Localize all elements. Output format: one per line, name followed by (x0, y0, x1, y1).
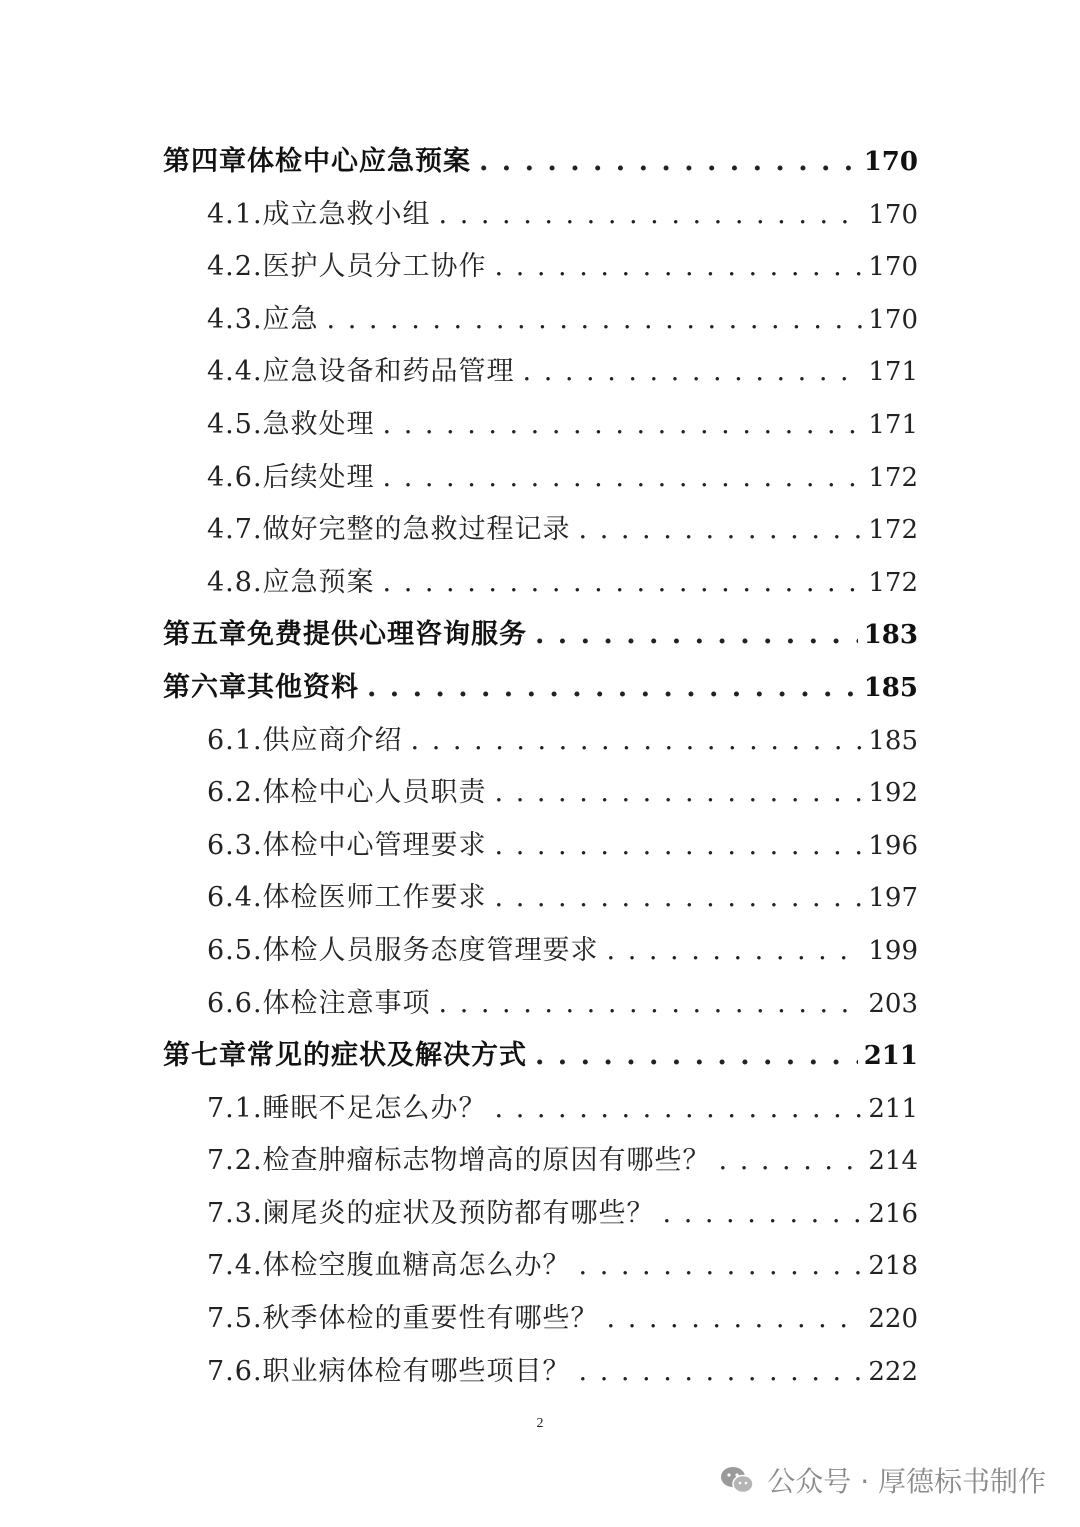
toc-section-row[interactable] (163, 504, 918, 557)
toc-entry-page: 218 (868, 1251, 918, 1282)
toc-entry-page: 171 (868, 357, 918, 388)
toc-entry-title: 体检注意事项 (262, 987, 431, 1019)
toc-entry-title: 阑尾炎的症状及预防都有哪些？ (262, 1197, 655, 1229)
toc-entry-number: 第六章 (163, 671, 247, 703)
toc-entry-title: 体检人员服务态度管理要求 (262, 934, 599, 966)
toc-entry-number: 4.1. (207, 198, 263, 230)
toc-dot-leader (719, 1135, 863, 1188)
page-number: 2 (536, 1416, 544, 1431)
toc-chapter-row[interactable] (163, 1030, 918, 1083)
toc-entry-page: 220 (868, 1304, 918, 1335)
table-of-contents (163, 136, 918, 1398)
toc-section-row[interactable] (163, 1293, 918, 1346)
toc-entry-page: 183 (863, 620, 918, 651)
toc-entry-page: 211 (863, 1041, 918, 1072)
toc-entry-number: 第五章 (163, 619, 247, 651)
toc-entry-number: 4.4. (207, 356, 263, 388)
toc-entry-page: 211 (868, 1093, 918, 1124)
toc-dot-leader (579, 1346, 863, 1399)
toc-entry-page: 170 (863, 147, 918, 177)
toc-entry-number: 4.5. (207, 408, 263, 440)
watermark (719, 1460, 1046, 1500)
toc-dot-leader (579, 1240, 863, 1293)
toc-entry-number: 7.5. (207, 1303, 263, 1335)
toc-entry-page: 185 (868, 725, 918, 756)
toc-entry-title: 职业病体检有哪些项目？ (262, 1355, 571, 1387)
toc-entry-number: 4.8. (207, 566, 263, 598)
toc-dot-leader (383, 452, 863, 505)
toc-section-row[interactable] (163, 978, 918, 1031)
toc-entry-title: 后续处理 (262, 461, 375, 493)
toc-entry-page: 170 (868, 199, 918, 230)
watermark-text: 公众号 · 厚德标书制作 (767, 1465, 1046, 1498)
toc-section-row[interactable] (163, 1346, 918, 1399)
toc-section-row[interactable] (163, 189, 918, 242)
toc-entry-number: 7.3. (207, 1197, 263, 1229)
toc-entry-number: 6.6. (207, 987, 263, 1019)
toc-dot-leader (579, 504, 863, 557)
toc-entry-number: 6.4. (207, 882, 263, 914)
toc-section-row[interactable] (163, 557, 918, 610)
toc-entry-page: 171 (868, 409, 918, 440)
toc-entry-title: 免费提供心理咨询服务 (247, 619, 527, 651)
toc-entry-number: 4.3. (207, 303, 263, 335)
toc-dot-leader (535, 609, 858, 662)
toc-entry-page: 197 (868, 883, 918, 914)
toc-entry-number: 4.6. (207, 461, 263, 493)
toc-dot-leader (663, 1188, 863, 1241)
toc-entry-page: 172 (868, 515, 918, 546)
toc-section-row[interactable] (163, 1083, 918, 1136)
toc-entry-number: 7.2. (207, 1145, 263, 1177)
toc-section-row[interactable] (163, 452, 918, 505)
toc-dot-leader (327, 294, 863, 347)
toc-entry-title: 体检中心应急预案 (247, 146, 471, 177)
toc-dot-leader (367, 662, 858, 715)
toc-chapter-row[interactable] (163, 609, 918, 662)
toc-entry-number: 6.2. (207, 777, 263, 809)
toc-entry-title: 体检中心人员职责 (262, 777, 487, 809)
toc-entry-title: 成立急救小组 (262, 198, 431, 230)
toc-entry-page: 170 (868, 252, 918, 283)
toc-section-row[interactable] (163, 872, 918, 925)
toc-dot-leader (495, 1083, 863, 1136)
toc-entry-page: 172 (868, 462, 918, 493)
toc-chapter-row[interactable] (163, 136, 918, 189)
toc-entry-number: 6.3. (207, 829, 263, 861)
toc-chapter-row[interactable] (163, 662, 918, 715)
toc-entry-page: 192 (868, 778, 918, 809)
toc-section-row[interactable] (163, 767, 918, 820)
toc-dot-leader (495, 820, 863, 873)
toc-dot-leader (479, 136, 858, 189)
toc-section-row[interactable] (163, 346, 918, 399)
toc-entry-title: 应急 (262, 303, 319, 335)
toc-entry-number: 7.1. (207, 1092, 263, 1124)
toc-entry-title: 做好完整的急救过程记录 (262, 514, 571, 546)
toc-dot-leader (607, 925, 863, 978)
toc-entry-page: 214 (868, 1146, 918, 1177)
toc-entry-number: 6.1. (207, 724, 263, 756)
toc-dot-leader (535, 1030, 858, 1083)
toc-entry-title: 秋季体检的重要性有哪些？ (262, 1303, 599, 1335)
toc-entry-title: 医护人员分工协作 (262, 251, 487, 283)
toc-entry-page: 199 (868, 935, 918, 966)
toc-entry-page: 216 (868, 1198, 918, 1229)
toc-dot-leader (523, 346, 863, 399)
toc-entry-title: 其他资料 (247, 671, 359, 703)
toc-section-row[interactable] (163, 1240, 918, 1293)
toc-dot-leader (411, 715, 863, 768)
toc-section-row[interactable] (163, 820, 918, 873)
toc-entry-page: 185 (863, 672, 918, 703)
toc-dot-leader (495, 872, 863, 925)
toc-entry-number: 第七章 (163, 1040, 247, 1072)
toc-entry-title: 体检医师工作要求 (262, 882, 487, 914)
toc-section-row[interactable] (163, 399, 918, 452)
toc-entry-page: 203 (868, 988, 918, 1019)
toc-entry-page: 196 (868, 830, 918, 861)
toc-entry-title: 睡眠不足怎么办？ (262, 1092, 487, 1124)
toc-entry-page: 172 (868, 567, 918, 598)
toc-entry-title: 检查肿瘤标志物增高的原因有哪些？ (262, 1145, 711, 1177)
toc-entry-title: 应急预案 (262, 566, 375, 598)
toc-dot-leader (495, 241, 863, 294)
toc-entry-number: 4.2. (207, 251, 263, 283)
toc-section-row[interactable] (163, 241, 918, 294)
toc-entry-number: 7.4. (207, 1250, 263, 1282)
toc-section-row[interactable] (163, 1188, 918, 1241)
toc-dot-leader (439, 978, 863, 1031)
toc-dot-leader (383, 557, 863, 610)
toc-dot-leader (383, 399, 863, 452)
toc-entry-title: 急救处理 (262, 408, 375, 440)
toc-entry-title: 体检空腹血糖高怎么办？ (262, 1250, 571, 1282)
toc-section-row[interactable] (163, 1135, 918, 1188)
toc-entry-number: 4.7. (207, 514, 263, 546)
toc-entry-page: 170 (868, 304, 918, 335)
toc-dot-leader (495, 767, 863, 820)
wechat-icon (719, 1465, 755, 1495)
toc-entry-number: 第四章 (163, 146, 247, 177)
toc-entry-title: 供应商介绍 (262, 724, 403, 756)
toc-entry-number: 6.5. (207, 934, 263, 966)
toc-entry-page: 222 (868, 1356, 918, 1387)
toc-dot-leader (439, 189, 863, 242)
toc-entry-title: 应急设备和药品管理 (262, 356, 515, 388)
toc-entry-title: 体检中心管理要求 (262, 829, 487, 861)
toc-section-row[interactable] (163, 294, 918, 347)
toc-section-row[interactable] (163, 715, 918, 768)
toc-entry-number: 7.6. (207, 1355, 263, 1387)
toc-section-row[interactable] (163, 925, 918, 978)
toc-entry-title: 常见的症状及解决方式 (247, 1040, 527, 1072)
toc-dot-leader (607, 1293, 863, 1346)
